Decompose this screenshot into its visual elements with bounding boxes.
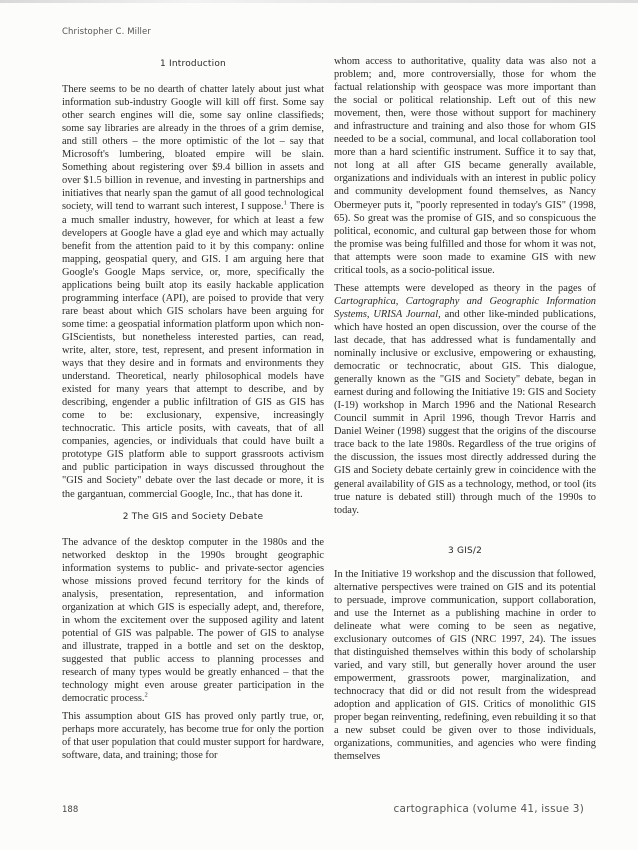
intro-text-b: There is a much smaller industry, however, for which at least a few developers at Google have a glad eye and which may actually benefit from the attention paid to it by this company: online mapping, geospatial query, and GIS. I am arguing here that Google's Google Maps service, or, more, specifically the applications being built atop its easily hackable application programming interface (API), are poised to provide that very rare beast about which GIS scholars have been arguing for some time: a geospatial information platform upon which non-GIScientists, but nonetheless interested parties, can read, write, alter, store, test, represent, and present information in ways that they desire and in formats and environments they understand. Theoretical, nearly philosophical models have existed for many years that attempt to describe, and by describing, engender a public infiltration of GIS as GIS has come to be: exclusionary, expensive, increasingly technocratic. This article posits, with caveats, that of all companies, agencies, or individuals that could have built a prototype GIS platform able to support grassroots activism and public participation in ways discussed throughout the "GIS and Society" debate over the last decade or more, it is the gargantuan, commercial Google, Inc., that has done it. <box>62 201 324 500</box>
page-number: 188 <box>62 805 79 815</box>
theory-text-post: and other like-minded publications, which have hosted an open discussion, over the course of the last decade, that has addressed what is fundamentally and nominally inclusive or exclusive, empowering or exhausting, democratic or technocratic, about GIS. This dialogue, generally known as the "GIS and Society" debate, began in earnest during and following the Initiative 19: GIS and Society (I-19) workshop in March 1996 and the National Research Council summit in April 1996, though Trevor Harris and Daniel Weiner (1998) suggest that the origins of the discourse trace back to the late 1980s. Regardless of the true origins of the discussion, the issues most directly addressed during the GIS and Society debate certainly grew in coincidence with the general availability of GIS as a technology, method, or tool (its true nature is debated still) through much of the 1990s to today. <box>334 308 597 516</box>
running-head: Christopher C. Miller <box>62 27 151 37</box>
continued-paragraph: whom access to authoritative, quality data was also not a problem; and, more controversially, those for whom the factual relationship with geospace was more important than the social or political relationship. Left out of this new movement, then, were those without support for machinery and infrastructure and training and also those for whom GIS needed to be a social, communal, and local collaboration tool more than a hard scientific instrument. Suffice it to say that, not long at all after GIS became generally available, organizations and individuals with an interest in public policy and community development found themselves, as Nancy Obermeyer puts it, "poorly represented in today's GIS" (1998, 65). So great was the promise of GIS, and so conspicuous the political, economic, and cultural gap between those for whom the promise was being fulfilled and those for whom it was not, that attempts were soon made to examine GIS with new critical tools, as a socio-political issue. <box>334 56 596 276</box>
assumption-paragraph: This assumption about GIS has proved only partly true, or, perhaps more accurately, has become true for only the portion of that user population that could muster support for hardware, software, data, and training; those for <box>62 711 324 762</box>
journal-titles: Cartographica, Cartography and Geographic Information Systems, URISA Journal, <box>334 295 596 320</box>
intro-paragraph <box>62 83 324 501</box>
footnote-ref-1: 1 <box>283 200 287 207</box>
gis2-paragraph: In the Initiative 19 workshop and the discussion that followed, alternative perspectives were trained on GIS and its potential to persuade, improve communication, support collaboration, and use the Internet as a publishing machine in order to delineate what were coming to be seen as negative, exclusionary outcomes of GIS (NRC 1997, 24). The issues that distinguished themselves within this body of scholarship varied, and vary still, but generally hover around the user empowerment, grassroots power, marginalization, and technocracy that did or did not result from the widespread adoption and application of GIS. Critics of monolithic GIS proper began reinventing, redefining, even rebuilding it so that a new subset could be given over to those individuals, organizations, communities, and agencies who were finding themselves <box>334 568 596 763</box>
theory-paragraph <box>334 282 596 517</box>
intro-text-a: There seems to be no dearth of chatter lately about just what information sub-industry Google will kill off first. Some say other search engines will die, some say online classifieds; some say libraries are already in the throes of a grim demise, and still others – the more optimistic of the lot – say that Microsoft's lumbering, bloated empire will be slain. Something about registering over $9.4 billion in assets and over $1.5 billion in revenue, and investing in partnerships and initiatives that nearly span the gamut of all good technological society, will tend to warrant such interest, I suppose. <box>62 84 324 213</box>
section-3-heading: 3 GIS/2 <box>447 545 483 556</box>
footnote-ref-2: 2 <box>144 691 148 699</box>
journal-footer: cartographica (volume 41, issue 3) <box>393 803 584 815</box>
debate-text: The advance of the desktop computer in the 1980s and the networked desktop in the 1990s brought geographic information systems to public- and private-sector agencies whose missions proved fecund territory for the kinds of analysis, presentation, representation, and information organization at which GIS is especially adept, and, therefore, in whom the excitement over the supposed agility and latent potential of GIS was palpable. The power of GIS to analyse and illustrate, trapped in a bottle and set on the desktop, suggested that public access to planning processes and research of many types would be greatly enhanced – that the technology might even arouse greater participation in the democratic process. <box>62 536 324 705</box>
theory-text-pre: These attempts were developed as theory in the pages of <box>334 282 596 294</box>
left-column <box>62 58 324 767</box>
scan-edge <box>0 0 638 3</box>
section-2-heading: 2 The GIS and Society Debate <box>122 511 264 522</box>
section-1-heading: 1 Introduction <box>160 59 226 69</box>
right-column <box>334 55 596 768</box>
debate-paragraph <box>62 536 324 706</box>
